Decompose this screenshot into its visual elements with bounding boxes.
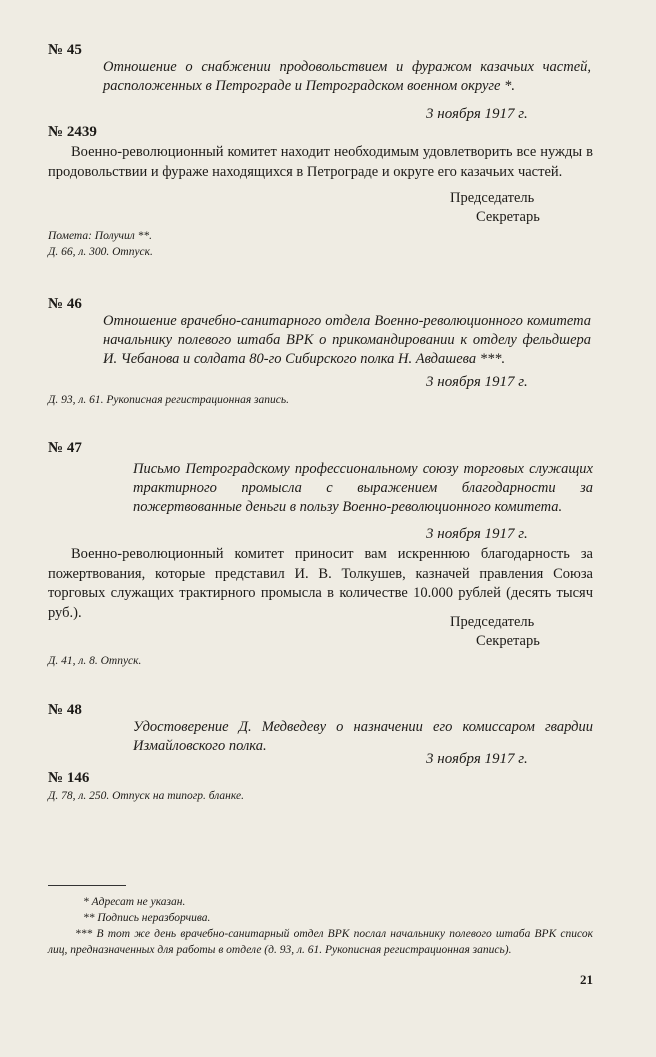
doc-title: Отношение врачебно-санитарного отдела Военно-революционного комитета начальнику полевого штаба ВРК о прикомандировании к отделу фельдшера И. Чебанова и солдата 80-го Сибирского полка Н. Авдашева ***. <box>103 313 591 367</box>
doc-body: Военно-революционный комитет приносит вам искреннюю благодарность за пожертвования, которые представил И. В. Толкушев, казначей правления Союза торговых служащих трактирного промысла в количестве 10.000 рублей (десять тысяч руб.). <box>48 546 593 621</box>
footnote: ** Подпись неразборчива. <box>83 912 211 924</box>
doc-title: Удостоверение Д. Медведеву о назначении его комиссаром гвардии Измайловского полка. <box>133 719 593 754</box>
doc-number: № 46 <box>48 296 82 312</box>
doc-reg-number: № 2439 <box>48 124 97 140</box>
doc-date: 3 ноября 1917 г. <box>426 751 528 767</box>
page-number: 21 <box>580 972 593 987</box>
doc-date: 3 ноября 1917 г. <box>426 106 528 122</box>
doc-body: Военно-революционный комитет находит необходимым удовлетворить все нужды в продовольствии и фураже находящихся в Петрограде и округе его казачьих частей. <box>48 144 593 180</box>
archive-reference: Д. 66, л. 300. Отпуск. <box>48 246 153 258</box>
doc-title: Отношение о снабжении продовольствием и фуражом казачьих частей, расположенных в Петрограде и Петроградском военном округе *. <box>103 59 591 94</box>
doc-title: Письмо Петроградскому профессиональному союзу торговых служащих трактирного промысла с выражением благодарности за пожертвованные деньги в пользу Военно-революционного комитета. <box>133 461 593 515</box>
archive-reference: Д. 93, л. 61. Рукописная регистрационная запись. <box>48 394 290 406</box>
doc-number: № 45 <box>48 42 82 58</box>
archive-note: Помета: Получил **. <box>48 230 153 242</box>
footnote: * Адресат не указан. <box>83 896 186 908</box>
doc-date: 3 ноября 1917 г. <box>426 374 528 390</box>
footnote-divider <box>48 885 126 886</box>
doc-date: 3 ноября 1917 г. <box>426 526 528 542</box>
archive-reference: Д. 41, л. 8. Отпуск. <box>48 655 142 667</box>
signature-chairman: Председатель <box>450 190 535 206</box>
doc-reg-number: № 146 <box>48 770 90 786</box>
doc-number: № 47 <box>48 440 82 456</box>
doc-number: № 48 <box>48 702 82 718</box>
archive-reference: Д. 78, л. 250. Отпуск на типогр. бланке. <box>48 790 244 802</box>
signature-secretary: Секретарь <box>476 633 540 649</box>
signature-secretary: Секретарь <box>476 209 540 225</box>
footnote: *** В тот же день врачебно-санитарный отдел ВРК послал начальнику полевого штаба ВРК список лиц, предназначенных для работы в отделе (д. 93, л. 61. Рукописная регистрационная запись). <box>48 928 593 956</box>
signature-chairman: Председатель <box>450 614 535 630</box>
